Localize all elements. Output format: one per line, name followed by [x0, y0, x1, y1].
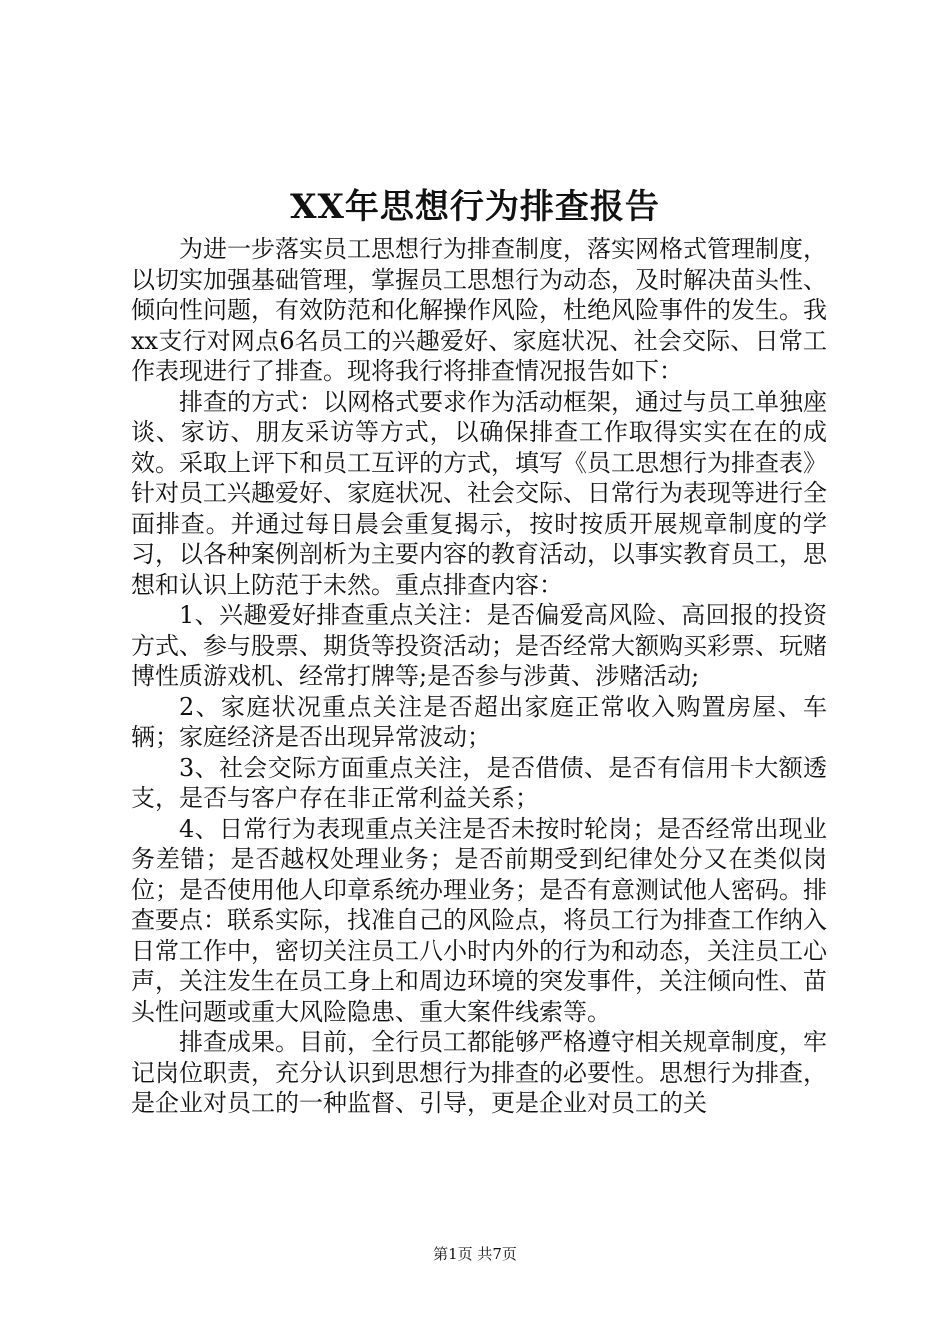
- paragraph-item-1: 1、兴趣爱好排查重点关注：是否偏爱高风险、高回报的投资方式、参与股票、期货等投资活动；是否经常大额购买彩票、玩赌博性质游戏机、经常打牌等;是否参与涉黄、涉赌活动;: [131, 601, 827, 690]
- paragraph-results: 排查成果。目前，全行员工都能够严格遵守相关规章制度，牢记岗位职责，充分认识到思想行为排查的必要性。思想行为排查，是企业对员工的一种监督、引导，更是企业对员工的关: [131, 1028, 827, 1117]
- paragraph-intro: 为进一步落实员工思想行为排查制度，落实网格式管理制度，以切实加强基础管理，掌握员工思想行为动态，及时解决苗头性、倾向性问题，有效防范和化解操作风险，杜绝风险事件的发生。我xx支行对网点6名员工的兴趣爱好、家庭状况、社会交际、日常工作表现进行了排查。现将我行将排查情况报告如下：: [131, 235, 827, 385]
- paragraph-item-4: 4、日常行为表现重点关注是否未按时轮岗；是否经常出现业务差错；是否越权处理业务；是否前期受到纪律处分又在类似岗位；是否使用他人印章系统办理业务；是否有意测试他人密码。排查要点：联系实际，找准自己的风险点，将员工行为排查工作纳入日常工作中，密切关注员工八小时内外的行为和动态，关注员工心声，关注发生在员工身上和周边环境的突发事件，关注倾向性、苗头性问题或重大风险隐患、重大案件线索等。: [131, 814, 827, 1026]
- paragraph-item-2: 2、家庭状况重点关注是否超出家庭正常收入购置房屋、车辆；家庭经济是否出现异常波动；: [131, 692, 827, 751]
- document-title: XX年思想行为排查报告: [290, 187, 660, 227]
- paragraph-method: 排查的方式：以网格式要求作为活动框架，通过与员工单独座谈、家访、朋友采访等方式，以确保排查工作取得实实在在的成效。采取上评下和员工互评的方式，填写《员工思想行为排查表》针对员工兴趣爱好、家庭状况、社会交际、日常行为表现等进行全面排查。并通过每日晨会重复揭示，按时按质开展规章制度的学习，以各种案例剖析为主要内容的教育活动，以事实教育员工，思想和认识上防范于未然。重点排查内容：: [131, 387, 827, 599]
- paragraph-item-3: 3、社会交际方面重点关注，是否借债、是否有信用卡大额透支，是否与客户存在非正常利益关系；: [131, 753, 827, 812]
- page-footer: 第1页 共7页: [433, 1245, 517, 1263]
- document-body: [131, 234, 827, 1119]
